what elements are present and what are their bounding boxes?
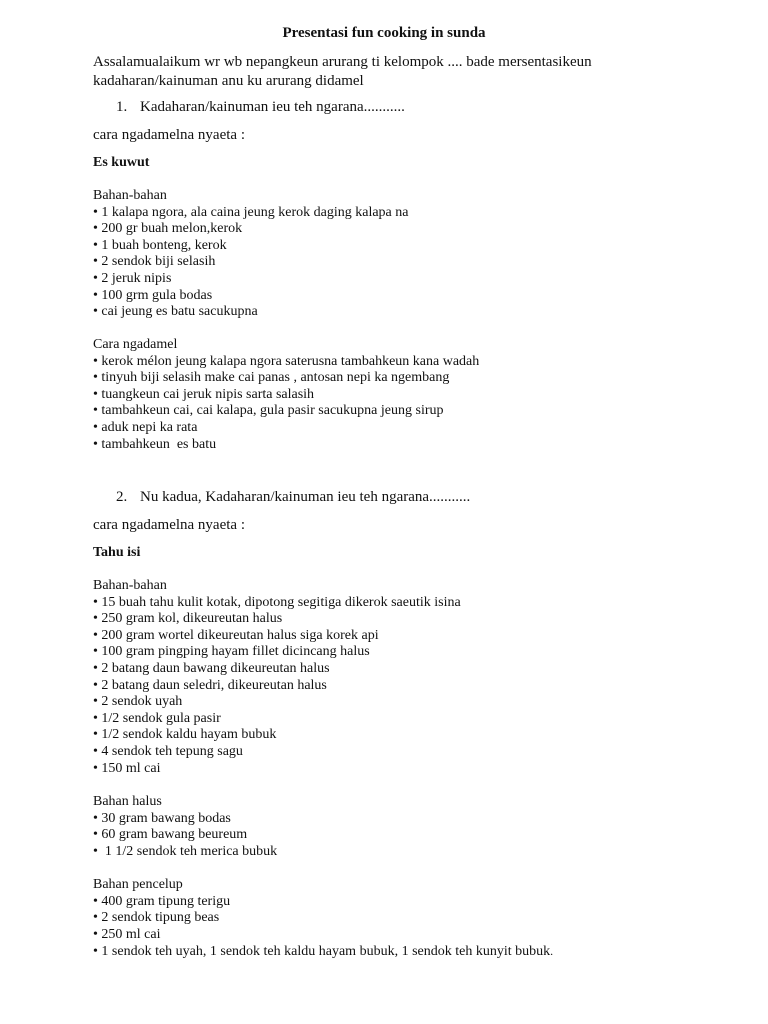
recipe-name-1: Es kuwut	[93, 155, 150, 170]
numbered-item-2	[116, 489, 470, 506]
list-item: • tambahkeun es batu	[93, 436, 217, 452]
list-item-text: • 1 sendok teh uyah, 1 sendok teh kaldu hayam bubuk, 1 sendok teh kunyit bubuk	[93, 944, 551, 960]
recipe2-pencelup-section	[93, 877, 553, 961]
recipe1-bahan-section	[93, 188, 409, 321]
list-item: • 100 gram pingping hayam fillet dicincang halus	[93, 644, 370, 660]
recipe2-halus-section	[93, 794, 277, 860]
list-item: • 200 gram wortel dikeureutan halus siga korek api	[93, 627, 379, 643]
list-item: • 1 buah bonteng, kerok	[93, 237, 227, 253]
item-number: 2.	[116, 489, 128, 505]
list-item: • 1 1/2 sendok teh merica bubuk	[93, 843, 278, 859]
list-item: • 1/2 sendok gula pasir	[93, 710, 221, 726]
item-text: Kadaharan/kainuman ieu teh ngarana...........	[140, 99, 405, 115]
list-item: • 1/2 sendok kaldu hayam bubuk	[93, 727, 277, 743]
list-item: • tambahkeun cai, cai kalapa, gula pasir sacukupna jeung sirup	[93, 403, 444, 419]
list-item: • tinyuh biji selasih make cai panas , antosan nepi ka ngembang	[93, 370, 450, 386]
list-item: • 250 gram kol, dikeureutan halus	[93, 611, 283, 627]
item-text: Nu kadua, Kadaharan/kainuman ieu teh ngarana...........	[140, 489, 471, 505]
list-item: • 250 ml cai	[93, 926, 161, 942]
list-item: • 2 sendok tipung beas	[93, 910, 220, 926]
list-item: • 60 gram bawang beureum	[93, 827, 248, 843]
list-item: • 15 buah tahu kulit kotak, dipotong segitiga dikerok saeutik isina	[93, 594, 461, 610]
recipe-name-2: Tahu isi	[93, 545, 141, 560]
list-item	[93, 943, 553, 961]
list-item: • tuangkeun cai jeruk nipis sarta salasih	[93, 386, 315, 402]
list-item: • aduk nepi ka rata	[93, 419, 198, 435]
list-item: • 2 sendok biji selasih	[93, 254, 216, 270]
list-item: • 4 sendok teh tepung sagu	[93, 743, 243, 759]
list-item: • 200 gr buah melon,kerok	[93, 221, 243, 237]
section-title: Cara ngadamel	[93, 337, 178, 352]
item-number: 1.	[116, 99, 128, 115]
list-item: • 2 jeruk nipis	[93, 270, 172, 286]
list-item: • kerok mélon jeung kalapa ngora saterusna tambahkeun kana wadah	[93, 353, 480, 369]
recipe1-cara-section	[93, 337, 479, 453]
list-item: • 1 kalapa ngora, ala caina jeung kerok daging kalapa na	[93, 204, 409, 220]
section-title: Bahan-bahan	[93, 578, 167, 593]
list-item: • 2 batang daun bawang dikeureutan halus	[93, 660, 330, 676]
section-title: Bahan halus	[93, 794, 162, 809]
section-title: Bahan-bahan	[93, 188, 167, 203]
cara-label-2: cara ngadamelna nyaeta :	[93, 517, 245, 533]
section-title: Bahan pencelup	[93, 877, 183, 892]
document-title: Presentasi fun cooking in sunda	[282, 25, 486, 41]
recipe2-bahan-section	[93, 578, 461, 777]
list-item: • 30 gram bawang bodas	[93, 810, 231, 826]
list-item: • 400 gram tipung terigu	[93, 893, 231, 909]
list-item: • 2 sendok uyah	[93, 694, 183, 710]
list-item: • 100 grm gula bodas	[93, 287, 213, 303]
list-item: • 2 batang daun seledri, dikeureutan halus	[93, 677, 327, 693]
list-item-period: .	[550, 944, 554, 959]
numbered-item-1	[116, 99, 405, 116]
intro-paragraph: Assalamualaikum wr wb nepangkeun arurang ti kelompok .... bade mersentasikeun kadaharan/kainuman anu ku arurang didamel	[93, 54, 592, 89]
list-item: • 150 ml cai	[93, 760, 161, 776]
cara-label-1: cara ngadamelna nyaeta :	[93, 127, 245, 143]
list-item: • cai jeung es batu sacukupna	[93, 304, 258, 320]
